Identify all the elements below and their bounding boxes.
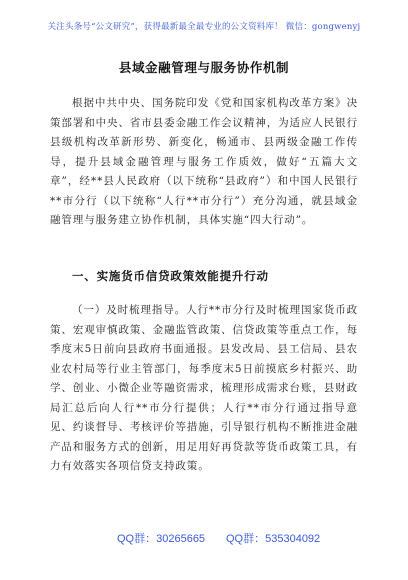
footer-bar — [0, 530, 408, 550]
intro-paragraph: 根据中共中央、国务院印发《党和国家机构改革方案》决策部署和中央、省市县委金融工作会议精神，为适应人民银行县级机构改革新形势、新变化，畅通市、县两级金融工作传导，提升县域金融管理与服务工作质效，做好“五篇大文章”，经**县人民政府（以下统称“县政府”）和中国人民银行**市分行（以下统称“人行**市分行”）充分沟通，就县域金融管理与服务建立协作机制，具体实施“四大行动”。 — [50, 97, 358, 226]
section-one-paragraph: （一）及时梳理指导。人行**市分行及时梳理国家货币政策、宏观审慎政策、金融监管政策、信贷政策等重点工作，每季度末5日前向县政府书面通报。县发改局、县工信局、县农业农村局等行业主管部门，每季度末5日前摸底乡村振兴、助学、创业、小微企业等融资需求，梳理形成需求台账，县财政局汇总后向人行**市分行提供；人行**市分行通过指导意见、约谈督导、考核评价等措施，引导银行机构不断推进金融产品和服务方式的创新，用足用好再贷款等货币政策工具，有力有效落实各项信贷支持政策。 — [50, 304, 358, 472]
document-title: 县域金融管理与服务协作机制 — [118, 60, 290, 75]
footer-qq-group-2: QQ群：535304092 — [226, 533, 321, 545]
header-banner: 关注头条号“公文研究”，获得最新最全最专业的公文资料库！ 微信：gongwenyj — [47, 22, 361, 32]
section-one-heading: 一、实施货币信贷政策效能提升行动 — [72, 269, 269, 283]
footer-qq-group-1: QQ群：30265665 — [117, 533, 206, 545]
